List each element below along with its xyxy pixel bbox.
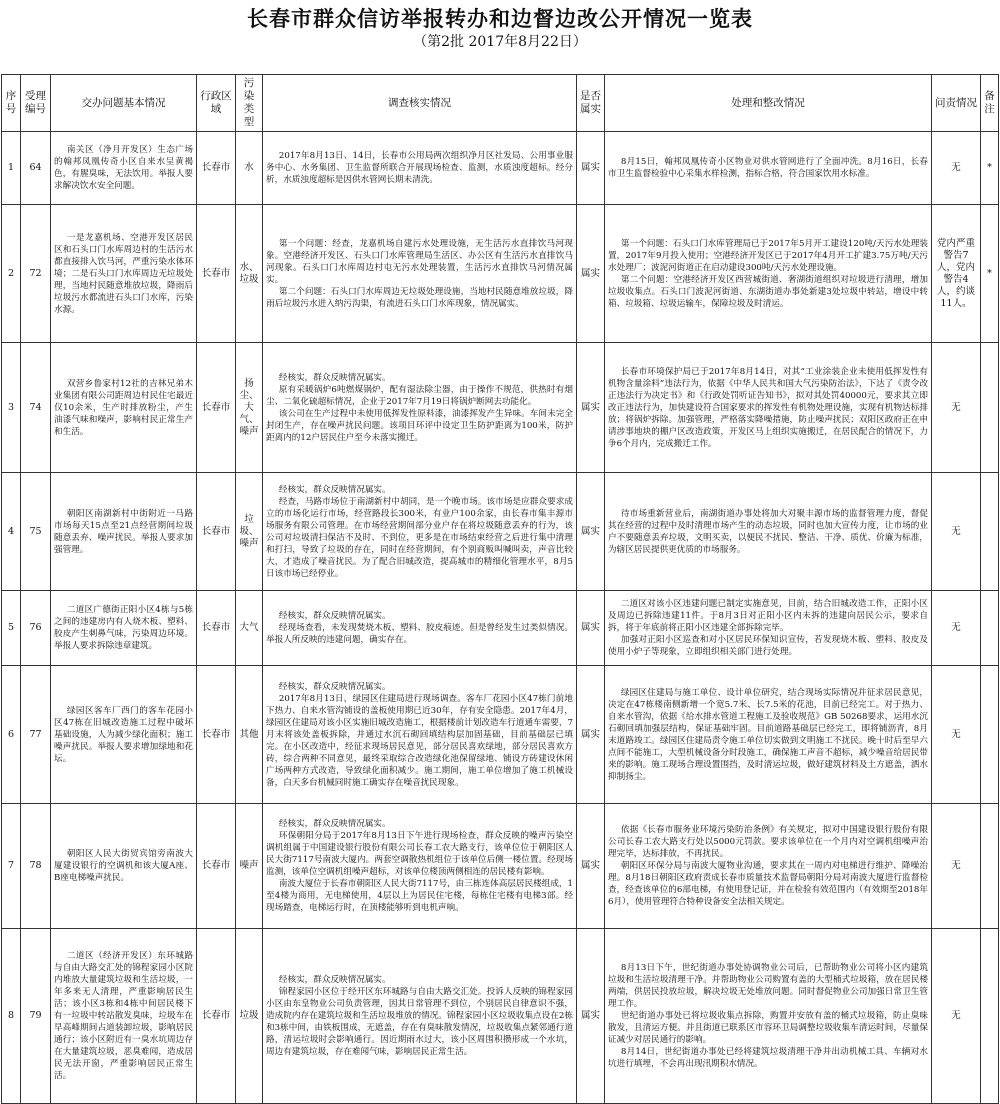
page-title: 长春市群众信访举报转办和边督边改公开情况一览表 (247, 6, 753, 31)
row-investigation-cell: 经核实，群众反映情况属实。 经查，马路市场位于南湖新村中胡同，是一个晚市场。该市场是应群众要求成立的市场化运行市场，经营路段长300米，有业户100余家，由长春市集丰源市场服务有限公司管理。在市场经营期间部分业户存在将垃圾随意丢弃的行为，该公司对垃圾清扫保洁不及时、不到位，更多是在市场结束经营之后进行集中清理和打扫，导致了垃圾的存在，同时在经营期间，有个别商贩叫喊叫卖，声音比较大，才造成了噪音扰民。为了配合旧城改造，提高城市的精细化管理水平，8月5日该市场已经停业。 (263, 473, 577, 591)
row-investigation-cell: 经核实，群众反映情况属实。 锦程家园小区位于经开区东环城路与自由大路交汇处。投诉人反映的锦程家园小区由东皇物业公司负责管理，因其日常管理不到位，个别居民自律意识不强，造成院内存在建筑垃圾和生活垃圾堆放的情况。锦程家园小区垃圾收集点设在2栋和3栋中间，由铁板围成，无遮盖，存在有臭味散发情况，垃圾收集点紧邻通行道路，清运垃圾时会影响通行。因近期雨水过大，该小区周围积攒形成一个水坑，周边有建筑垃圾，存在难闻气味，影响居民正常生活。 (263, 929, 577, 1104)
row-pollution-type-cell: 噪声 (236, 804, 263, 929)
row-region-cell: 长春市 (197, 804, 236, 929)
column-header: 调查核实情况 (263, 75, 577, 132)
row-accountability-cell: 无 (932, 132, 981, 205)
page-subtitle: （第2批 2017年8月22日） (413, 34, 587, 50)
row-handling-cell: 绿园区住建局与施工单位、设计单位研究，结合现场实际情况并征求居民意见，决定在47栋楼南侧新增一个宽5.7米、长7.5米的花池，目前已经完工。对于热力、自来水管沟，依据《给水排水管道工程施工及验收规范》GB 50268要求，运用水沉石砌回填加强层结构，保证基础牢固。目前道路基础层已经完工，即将铺沥青，8月末道路竣工。绿园区住建局责令施工单位切实做到文明施工不扰民。晚十时后至早六点间不能施工，大型机械设备分时段施工，确保施工声音不超标，减少噪音给居民带来的影响。施工现场合理设置围挡，及时清运垃圾，做好建筑材料及土方遮盖，洒水抑制扬尘。 (605, 666, 932, 804)
row-note-cell (981, 591, 999, 666)
row-investigation-cell: 经核实，群众反映情况属实。 2017年8月13日，绿园区住建局进行现场调查。客车厂花园小区47栋门前地下热力、自来水管沟铺设的盖板使用期已近30年，存有安全隐患。2017年4月，绿园区住建局对该小区实施旧城改造施工，根据楼前计划改造车行道通车需要，7月末将该处盖板拆除，并通过水沉石砌回填结构层加固基础，目前基础层已填完。在小区改造中，经征求现场居民意见，部分居民喜欢绿地，部分居民喜欢方砖，综合两种不同意见，最终采取综合改造绿化池保留绿地、铺设方砖建设休闲广场两种方式改造，导致绿化面积减少。施工期间，施工单位增加了施工机械设备，白天多台机械同时施工确实存在噪音扰民现象。 (263, 666, 577, 804)
row-pollution-type-cell: 大气 (236, 591, 263, 666)
row-no-cell: 74 (21, 343, 51, 473)
row-note-cell: * (981, 132, 999, 205)
row-note-cell: * (981, 205, 999, 343)
row-handling-cell: 8月13日下午，世纪街道办事处协调物业公司后，已帮助物业公司将小区内建筑垃圾和生活垃圾清理干净。并帮助物业公司购置有盖的大型桶式垃圾箱，放在居民楼两端，供居民投放垃圾，解决垃圾无处堆放问题。同时督促物业公司加强日常卫生管理工作。 世纪街道办事处已将垃圾收集点拆除，购置并安放有盖的桶式垃圾箱，防止臭味散发，且清运方便。并且街道已联系区市容环卫局调整垃圾收集车清运时间，尽量保证减少对居民通行的影响。 8月14日，世纪街道办事处已经将建筑垃圾清理干净并出动机械工具、车辆对水坑进行填埋，不会再出现汛期积水情况。 (605, 929, 932, 1104)
row-handling-cell: 二道区对该小区违建问题已制定实施意见，目前，结合旧城改造工作，正阳小区及周边已拆除违建11件。于8月3日对正阳小区内未拆的违建向居民公示，要求自拆，将于年底前将正阳小区违建全部拆除完毕。 加强对正阳小区巡查和对小区居民环保知识宣传，若发现烧木板、塑料、胶皮及使用小炉子等现象，立即组织相关部门进行处理。 (605, 591, 932, 666)
row-verified-cell: 属实 (577, 804, 605, 929)
table-row (2, 343, 999, 473)
row-region-cell: 长春市 (197, 666, 236, 804)
row-investigation-cell: 经核实，群众反映情况属实。 环保朝阳分局于2017年8月13日下午进行现场检查，群众反映的噪声污染空调机组属于中国建设银行股份有限公司长春工农大路支行，该单位位于朝阳区人民大街7117号南波大厦内。两套空调散热机组位于该单位后侧一楼位置。经现场监测，该单位空调机组噪声超标，对该单位楼顶两侧相连的居民楼有影响。 南波大厦位于长春市朝阳区人民大街7117号，由三栋连体高层居民楼组成，1至4楼为商用，无电梯使用，4层以上为居民住宅楼，每栋住宅楼有电梯3部。经现场踏查，电梯运行时，在顶楼能够听到电机声响。 (263, 804, 577, 929)
table-row (2, 205, 999, 343)
row-no-cell: 78 (21, 804, 51, 929)
row-pollution-type-cell: 垃圾、噪声 (236, 473, 263, 591)
row-verified-cell: 属实 (577, 591, 605, 666)
row-investigation-cell: 2017年8月13日、14日，长春市公用局两次组织净月区社发局、公用事业服务中心、水务集团、卫生监督所联合开展现场检查、监测，水质浊度超标。经分析，水质浊度超标是因供水管网长期未清洗。 (263, 132, 577, 205)
row-investigation-cell: 第一个问题：经查，龙嘉机场自建污水处理设施，无生活污水直排饮马河现象。空港经济开发区、石头口门水库管理局生活区、办公区有生活污水直排饮马河现象。石头口门水库周边村屯无污水处理装置，生活污水直排饮马河情况属实。 第二个问题：石头口门水库周边无垃圾处理设施，当地村民随意堆放垃圾，降雨后垃圾污水进入纳污沟渠，有流进石头口门水库现象，情况属实。 (263, 205, 577, 343)
row-region-cell: 长春市 (197, 132, 236, 205)
row-no-cell: 64 (21, 132, 51, 205)
row-note-cell (981, 473, 999, 591)
column-header: 受理编号 (21, 75, 51, 132)
row-investigation-cell: 经核实，群众反映情况属实。 经现场查看，未发现焚烧木板、塑料、胶皮痕迹。但是曾经发生过类似情况。举报人所反映的违建问题，确实存在。 (263, 591, 577, 666)
row-pollution-type-cell: 扬尘、大气、噪声 (236, 343, 263, 473)
table-header-row (2, 75, 999, 132)
column-header: 处理和整改情况 (605, 75, 932, 132)
row-region-cell: 长春市 (197, 591, 236, 666)
table-row (2, 929, 999, 1104)
row-issue-cell: 一是龙嘉机场、空港开发区居民区和石头口门水库周边村的生活污水都直接排入饮马河，严重污染水体环境；二是石头口门水库周边无垃圾处理，当地村民随意堆放垃圾，降雨后垃圾污水都流进石头口门水库，污染水源。 (51, 205, 197, 343)
row-issue-cell: 南关区（净月开发区）生态广场的翰邦凤凰传奇小区自来水呈黄褐色，有腥臭味，无法饮用。举报人要求解决饮水安全问题。 (51, 132, 197, 205)
row-handling-cell: 第一个问题：石头口门水库管理局已于2017年5月开工建设120吨/天污水处理装置，2017年9月投入使用；空港经济开发区已于2017年4月开工扩建3.75万吨/天污水处理厂；波泥河街道正在启动建设300吨/天污水处理设施。 第二个问题：空港经济开发区西营城街道、奢湖街道组织对垃圾进行清理，增加垃圾收集点。石头口门波泥河街道、东湖街道办事处新建3处垃圾中转站，增设中转箱、垃圾箱、垃圾运输车，保障垃圾及时清运。 (605, 205, 932, 343)
row-verified-cell: 属实 (577, 343, 605, 473)
row-seq-cell: 5 (2, 591, 21, 666)
row-no-cell: 79 (21, 929, 51, 1104)
row-accountability-cell: 无 (932, 804, 981, 929)
column-header: 序号 (2, 75, 21, 132)
row-region-cell: 长春市 (197, 343, 236, 473)
row-handling-cell: 8月15日，翰邦凤凰传奇小区物业对供水管网进行了全面冲洗。8月16日，长春市卫生监督检验中心采集水样检测，指标合格，符合国家饮用水标准。 (605, 132, 932, 205)
row-accountability-cell: 无 (932, 473, 981, 591)
row-issue-cell: 二道区（经济开发区）东环城路与自由大路交汇处的锦程家园小区院内堆放大量建筑垃圾和生活垃圾，一年多来无人清理，严重影响居民生活；该小区3栋和4栋中间居民楼下有一垃圾中转站散发臭味，垃圾车在早高峰期间占道装卸垃圾，影响居民通行；该小区附近有一臭水坑周边存在大量建筑垃圾，恶臭难闻，造成居民无法开窗，严重影响居民正常生活。 (51, 929, 197, 1104)
row-note-cell (981, 804, 999, 929)
row-region-cell: 长春市 (197, 205, 236, 343)
column-header: 行政区域 (197, 75, 236, 132)
row-verified-cell: 属实 (577, 132, 605, 205)
column-header: 问责情况 (932, 75, 981, 132)
row-accountability-cell: 无 (932, 591, 981, 666)
row-verified-cell: 属实 (577, 929, 605, 1104)
row-seq-cell: 7 (2, 804, 21, 929)
row-accountability-cell: 无 (932, 666, 981, 804)
row-verified-cell: 属实 (577, 205, 605, 343)
column-header: 备注 (981, 75, 999, 132)
row-issue-cell: 二道区广德街正阳小区4栋与5栋之间的违建房内有人烧木板、塑料、胶皮产生刺鼻气味，污染周边环境。举报人要求拆除违章建筑。 (51, 591, 197, 666)
row-seq-cell: 2 (2, 205, 21, 343)
row-investigation-cell: 经核实，群众反映情况属实。 原有采暖锅炉6吨燃煤锅炉，配有湿法除尘器，由于操作不规范，供热时有烟尘、二氧化硫超标情况，企业于2017年7月19日将锅炉断网去功能化。 该公司在生产过程中未使用低挥发性原料漆，油漆挥发产生异味。车间未完全封闭生产，存在噪声扰民问题。该项目环评中设定卫生防护距离为100米，防护距离内的12户居民住户至今未落实搬迁。 (263, 343, 577, 473)
row-no-cell: 76 (21, 591, 51, 666)
row-region-cell: 长春市 (197, 929, 236, 1104)
row-accountability-cell: 无 (932, 929, 981, 1104)
row-handling-cell: 长春市环境保护局已于2017年8月14日，对其“工业涂装企业未使用低挥发性有机物含量涂料”违法行为，依据《中华人民共和国大气污染防治法》，下达了《责令改正违法行为决定书》和《行政处罚听证告知书》，拟对其处罚40000元，要求其立即改正违法行为，加快建设符合国家要求的挥发性有机物处理设施，实现有机物达标排放；将锅炉拆除。加强管理，严格落实降噪措施，防止噪声扰民；双阳区政府正在申请涉事地块的棚户区改造政策，开发区马上组织实施搬迁，在居民配合的情况下，力争6个月内，完成搬迁工作。 (605, 343, 932, 473)
row-issue-cell: 绿园区客车厂西门的客车花园小区47栋在旧城改造施工过程中破坏基础设施，人为减少绿化面积；施工噪声扰民。举报人要求增加绿地和花坛。 (51, 666, 197, 804)
table-row (2, 666, 999, 804)
row-no-cell: 75 (21, 473, 51, 591)
row-issue-cell: 双营乡鲁家村12社的吉林兄弟木业集团有限公司距周边村民住宅最近仅10余米，生产时排放粉尘，产生油漆气味和噪声，影响村民正常生产和生活。 (51, 343, 197, 473)
row-handling-cell: 依据《长春市服务业环境污染防治条例》有关规定，拟对中国建设银行股份有限公司长春工农大路支行处以5000元罚款。要求该单位在一个月内对空调机组噪声治理完毕，达标排放，不再扰民。 朝阳区环保分局与南波大厦物业沟通，要求其在一周内对电梯进行维护、降噪治理。8月18日朝阳区政府责成长春市质量技术监督局朝阳分局对南波大厦进行监督检查，经查该单位的6部电梯，有使用登记证，并在检验有效范围内（有效期至2018年6月），使用管理符合特种设备安全法相关规定。 (605, 804, 932, 929)
report-table (1, 74, 999, 1104)
row-seq-cell: 4 (2, 473, 21, 591)
row-pollution-type-cell: 其他 (236, 666, 263, 804)
table-row (2, 591, 999, 666)
row-seq-cell: 1 (2, 132, 21, 205)
column-header: 交办问题基本情况 (51, 75, 197, 132)
row-no-cell: 72 (21, 205, 51, 343)
row-no-cell: 77 (21, 666, 51, 804)
row-seq-cell: 6 (2, 666, 21, 804)
table-row (2, 473, 999, 591)
row-pollution-type-cell: 水 (236, 132, 263, 205)
row-handling-cell: 待市场重新营业后，南湖街道办事处将加大对聚丰源市场的监督管理力度，督促其在经营的过程中及时清理市场产生的动态垃圾，同时也加大宣传力度，让市场的业户不要随意丢弃垃圾，文明买卖，以便民不扰民、整洁、干净、质优、价廉为标准，为辖区居民提供更优质的市场服务。 (605, 473, 932, 591)
column-header: 是否属实 (577, 75, 605, 132)
column-header: 污染类型 (236, 75, 263, 132)
row-verified-cell: 属实 (577, 666, 605, 804)
row-note-cell (981, 666, 999, 804)
table-row (2, 132, 999, 205)
row-region-cell: 长春市 (197, 473, 236, 591)
row-verified-cell: 属实 (577, 473, 605, 591)
row-issue-cell: 朝阳区人民大街贸宾馆旁南波大厦建设银行的空调机和该大厦A座、B座电梯噪声扰民。 (51, 804, 197, 929)
row-note-cell (981, 929, 999, 1104)
row-issue-cell: 朝阳区南湖新村中街附近一马路市场每天15点至21点经营期间垃圾随意丢弃、噪声扰民。举报人要求加强管理。 (51, 473, 197, 591)
row-accountability-cell: 党内严重警告7人，党内警告4人，约谈11人。 (932, 205, 981, 343)
row-pollution-type-cell: 水、垃圾 (236, 205, 263, 343)
row-note-cell (981, 343, 999, 473)
row-seq-cell: 8 (2, 929, 21, 1104)
row-accountability-cell: 无 (932, 343, 981, 473)
table-row (2, 804, 999, 929)
row-seq-cell: 3 (2, 343, 21, 473)
row-pollution-type-cell: 垃圾 (236, 929, 263, 1104)
